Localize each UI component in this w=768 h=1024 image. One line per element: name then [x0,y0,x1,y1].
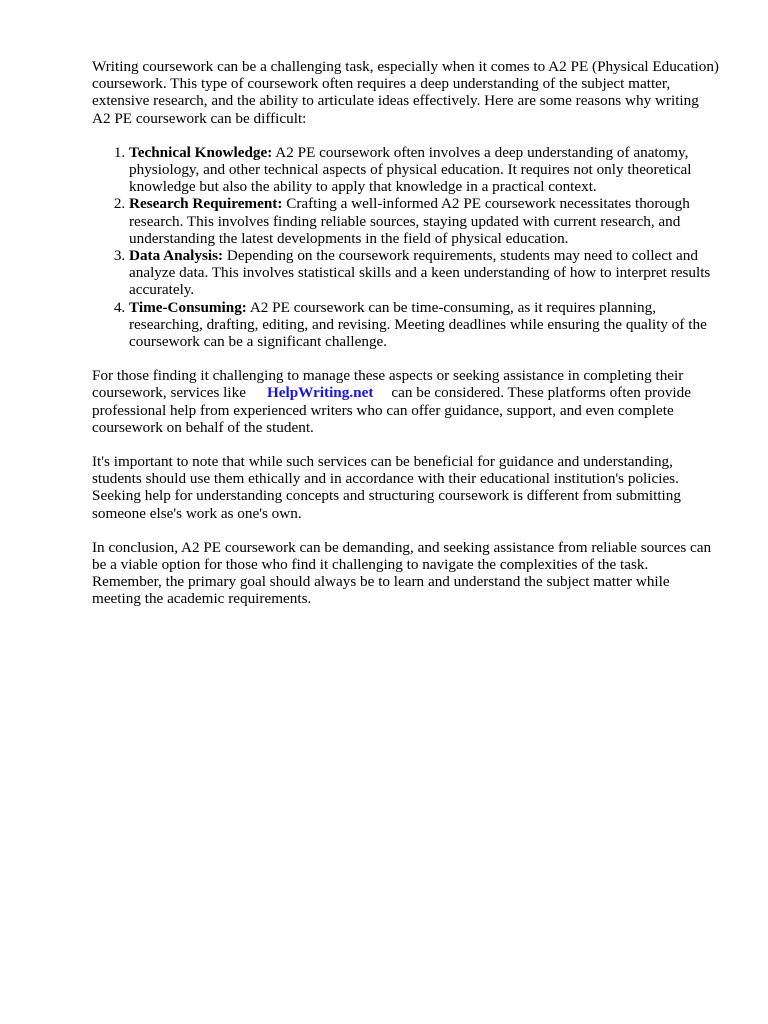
reason-title: Technical Knowledge: [129,143,273,161]
reason-title: Time-Consuming: [129,298,247,316]
assistance-text-before: For those finding it challenging to manage these aspects or seeking assistance in completing their coursework, services like [92,367,684,402]
list-item [129,195,720,247]
reason-text: Depending on the coursework requirements, students may need to collect and analyze data. This involves statistical skills and a keen understanding of how to interpret results accurately. [129,247,711,299]
assistance-paragraph [92,367,720,436]
reason-text: A2 PE coursework can be time-consuming, as it requires planning, researching, drafting, editing, and revising. Meeting deadlines while ensuring the quality of the coursework can be a significant challenge. [129,298,707,351]
document-page [92,58,720,625]
conclusion-paragraph: In conclusion, A2 PE coursework can be demanding, and seeking assistance from reliable sources can be a viable option for those who find it challenging to navigate the complexities of the task. Remember, the primary goal should always be to learn and understand the subject matter while meeting the academic requirements. [92,538,712,608]
reason-title: Data Analysis: [129,247,224,265]
reason-text: A2 PE coursework often involves a deep understanding of anatomy, physiology, and other technical aspects of physical education. It requires not only theoretical knowledge but also the ability to apply that knowledge in a practical context. [129,143,692,196]
list-item [129,144,720,196]
ethics-paragraph: It's important to note that while such services can be beneficial for guidance and understanding, students should use them ethically and in accordance with their educational institution's policies. Seeking help for understanding concepts and structuring coursework is different from submitting someone else's work as one's own. [92,453,681,522]
list-item [129,299,720,351]
reason-title: Research Requirement: [129,195,283,213]
reasons-list [92,144,720,350]
list-item [129,247,720,299]
intro-paragraph: Writing coursework can be a challenging task, especially when it comes to A2 PE (Physical Education) coursework. This type of coursework often requires a deep understanding of the subject matter, extensive research, and the ability to articulate ideas effectively. Here are some reasons why writing A2 PE coursework can be difficult: [92,58,719,127]
reason-text: Crafting a well-informed A2 PE coursework necessitates thorough research. This involves finding reliable sources, staying updated with current research, and understanding the latest developments in the field of physical education. [129,195,690,247]
helpwriting-link[interactable]: HelpWriting.net [266,384,374,402]
assistance-text-after: can be considered. These platforms often provide professional help from experienced writers who can offer guidance, support, and even complete coursework on behalf of the student. [92,384,691,436]
